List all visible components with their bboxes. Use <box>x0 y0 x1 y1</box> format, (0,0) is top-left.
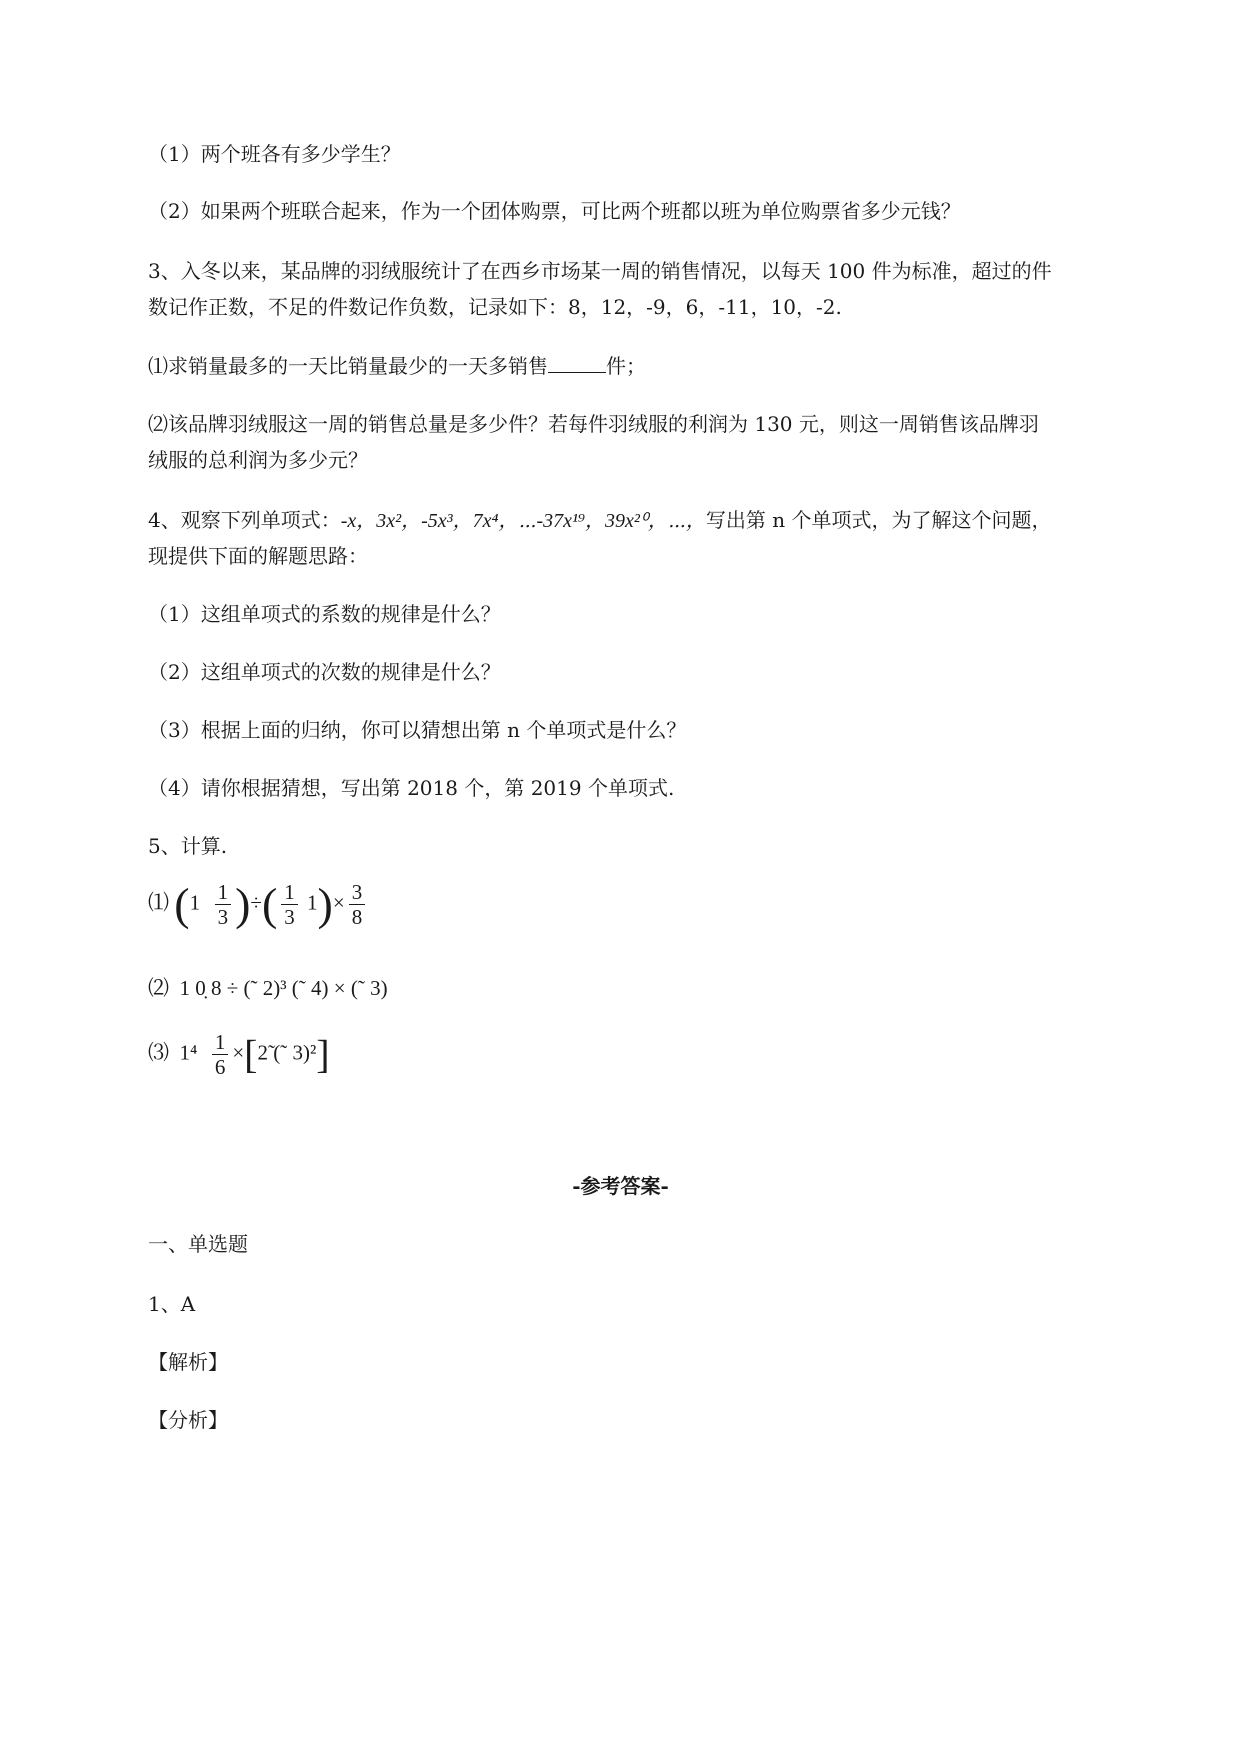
answers-section: 一、单选题 <box>148 1232 248 1256</box>
fraction: $\frac{3}{8}$ <box>349 880 366 929</box>
q4-sub2: （2）这组单项式的次数的规律是什么？ <box>148 660 501 684</box>
q3-sub2-line1: ⑵该品牌羽绒服这一周的销售总量是多少件？若每件羽绒服的利润为 130 元，则这一周销售该品牌羽 <box>148 412 1039 436</box>
q2-sub1: （1）两个班各有多少学生？ <box>148 142 401 166</box>
q4-line2: 现提供下面的解题思路： <box>148 544 368 568</box>
q4-sub3: （3）根据上面的归纳，你可以猜想出第 n 个单项式是什么？ <box>148 718 687 742</box>
q5-expr-2: ⑵ 1 0̣ 8 ÷ (˜ 2)³ (˜ 4) × (˜ 3) <box>148 976 388 1000</box>
q3-line1: 3、入冬以来，某品牌的羽绒服统计了在西乡市场某一周的销售情况，以每天 100 件为标准，超过的件 <box>148 259 1052 283</box>
analysis-label: 【解析】 <box>148 1350 228 1374</box>
q3-sub1: ⑴求销量最多的一天比销量最少的一天多销售 件； <box>148 354 646 378</box>
fraction: $\frac{1}{3}$ <box>215 880 232 929</box>
q3-line2: 数记作正数，不足的件数记作负数，记录如下：8，12，-9，6，-11，10，-2. <box>148 295 842 319</box>
q4-sub4: （4）请你根据猜想，写出第 2018 个，第 2019 个单项式. <box>148 776 675 800</box>
q4-sub1: （1）这组单项式的系数的规律是什么？ <box>148 602 501 626</box>
q5-title: 5、计算. <box>148 834 228 858</box>
q5-expr-1: ⑴ (1 $\frac{1}{3}$ )÷( $\frac{1}{3}$ 1)× $\frac{3}{8}$ <box>148 880 369 929</box>
fraction: $\frac{1}{3}$ <box>281 880 298 929</box>
q4-terms: -x，3x²，-5x³，7x⁴，⋯-37x¹⁹，39x²⁰，⋯， <box>340 510 706 532</box>
fraction: $\frac{1}{6}$ <box>212 1030 229 1079</box>
q3-sub2-line2: 绒服的总利润为多少元？ <box>148 448 368 472</box>
q4-intro: 4、观察下列单项式：-x，3x²，-5x³，7x⁴，⋯-37x¹⁹，39x²⁰，⋯，写出第 n 个单项式，为了解这个问题， <box>148 508 1052 532</box>
answer-blank[interactable] <box>548 352 606 373</box>
fenxi-label: 【分析】 <box>148 1408 228 1432</box>
q5-expr-3: ⑶ 1⁴ $\frac{1}{6}$ ×[2̃ (˜ 3)²] <box>148 1030 330 1079</box>
answer-1: 1、A <box>148 1292 196 1316</box>
answers-title: -参考答案- <box>572 1174 669 1198</box>
q2-sub2: （2）如果两个班联合起来，作为一个团体购票，可比两个班都以班为单位购票省多少元钱？ <box>148 199 961 223</box>
